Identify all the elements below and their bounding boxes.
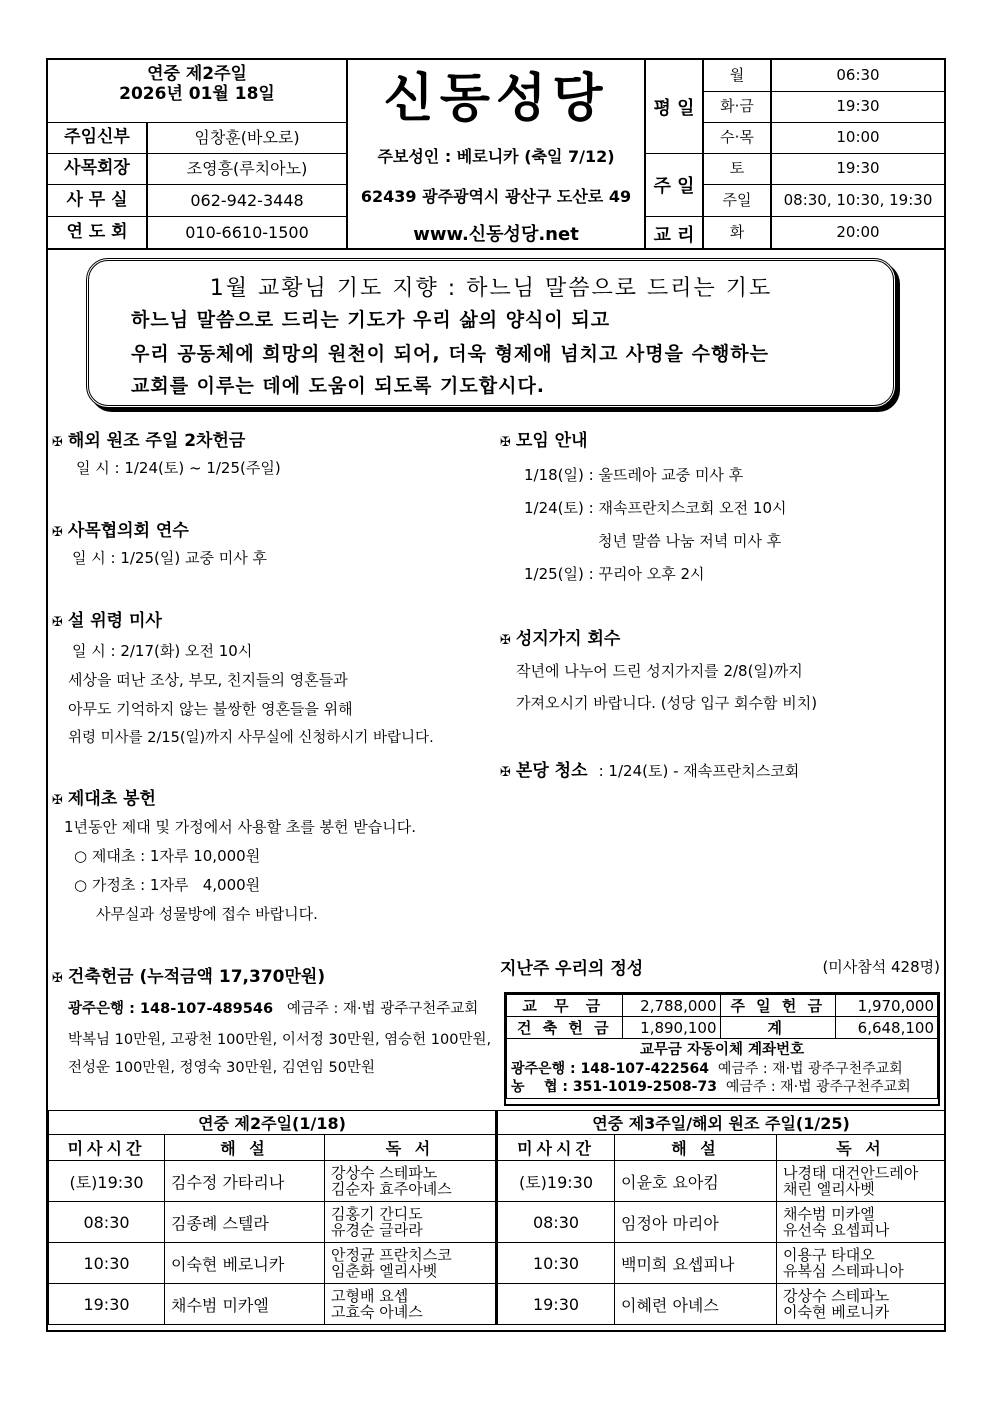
cross-mark-icon: ✠: [500, 435, 511, 450]
prayer-intention-box: [86, 258, 896, 408]
notice-title: ✠ 건축헌금 (누적금액 17,370만원): [52, 967, 326, 987]
notice-line: 일 시 : 2/17(화) 오전 10시: [72, 642, 253, 660]
table-row: [49, 1202, 945, 1243]
cross-mark-icon: ✠: [500, 633, 511, 648]
mass-attendance: (미사참석 428명): [822, 958, 940, 976]
narrator: 이윤호 요아킴: [615, 1161, 777, 1202]
mass-time: (토)19:30: [497, 1161, 615, 1202]
schedule-time: 19:30: [836, 159, 880, 177]
cross-mark-icon: ✠: [52, 525, 63, 540]
mass-time: 10:30: [497, 1243, 615, 1284]
notice-line: 1/25(일) : 꾸리아 오후 2시: [524, 565, 705, 583]
offering-row: [507, 1017, 938, 1039]
cross-mark-icon: ✠: [52, 971, 63, 986]
prayer-line: 우리 공동체에 희망의 원천이 되어, 더욱 형제애 넘치고 사명을 수행하는: [131, 343, 770, 365]
notice-title: ✠ 사목협의회 연수: [52, 521, 189, 541]
council-president-name: 조영흥(루치아노): [186, 159, 308, 178]
notice-title: ✠ 본당 청소: [500, 761, 588, 781]
offering-amount: 2,788,000: [622, 995, 720, 1017]
offering-label: 계: [720, 1017, 836, 1039]
col-narrator: 해 설: [165, 1135, 325, 1161]
offering-amount: 1,970,000: [836, 995, 938, 1017]
notice-line: 아무도 기억하지 않는 불쌍한 영혼들을 위해: [68, 700, 353, 718]
liturgical-week: 연중 제2주일: [147, 64, 247, 84]
notice-palm-return: [500, 624, 940, 719]
transfer-accounts-row: [507, 1039, 938, 1099]
readers: 채수범 미카엘 유선숙 요셉피나: [777, 1202, 945, 1243]
notice-line: ○ 제대초 : 1자루 10,000원: [74, 847, 261, 865]
notice-title: ✠ 제대초 봉헌: [52, 789, 156, 809]
readers: 김홍기 간디도 유경순 글라라: [325, 1202, 497, 1243]
mass-time: (토)19:30: [49, 1161, 165, 1202]
notice-line: 세상을 떠난 조상, 부모, 친지들의 영혼들과: [68, 671, 348, 689]
cross-mark-icon: ✠: [52, 435, 63, 450]
notice-title: ✠ 모임 안내: [500, 431, 588, 451]
readers: 이용구 타대오 유복심 스테파니아: [777, 1243, 945, 1284]
readers: 안정균 프란치스코 임춘화 엘리사벳: [325, 1243, 497, 1284]
notice-memorial-mass: [52, 606, 492, 753]
notice-cleaning: [500, 756, 940, 781]
cross-mark-icon: ✠: [500, 765, 511, 780]
offering-amount: 1,890,100: [622, 1017, 720, 1039]
notice-line: 1/18(일) : 울뜨레아 교중 미사 후: [524, 466, 744, 484]
fund-donors: 전성운 100만원, 정영숙 30만원, 김연임 50만원: [68, 1060, 375, 1076]
patron-saint: 주보성인 : 베로니카 (축일 7/12): [377, 147, 615, 166]
fund-donors: 박복님 10만원, 고광천 100만원, 이서정 30만원, 염승헌 100만원,: [68, 1032, 492, 1048]
offering-label: 주 일 헌 금: [720, 995, 836, 1017]
schedule-day: 화: [729, 223, 745, 241]
council-president-label: 사목회장: [64, 158, 130, 178]
col-mass-time: 미사시간: [497, 1135, 615, 1161]
table-row: [49, 1284, 945, 1325]
transfer-account: 농 협 : 351-1019-2508-73 예금주 : 재·법 광주구천주교회: [511, 1079, 911, 1095]
notice-title: ✠ 설 위령 미사: [52, 611, 162, 631]
narrator: 채수범 미카엘: [165, 1284, 325, 1325]
bulletin-header: [48, 60, 944, 250]
offering-heading: [500, 954, 940, 978]
notice-line: 일 시 : 1/24(토) ~ 1/25(주일): [76, 459, 281, 477]
transfer-account: 광주은행 : 148-107-422564 예금주 : 재·법 광주구천주교회: [511, 1061, 903, 1077]
table-row: [49, 1243, 945, 1284]
notice-overseas-aid: [52, 426, 492, 478]
schedule-day: 토: [729, 159, 745, 177]
notice-candle-offering: [52, 784, 492, 929]
cross-mark-icon: ✠: [52, 793, 63, 808]
weekday-group-label: 평 일: [653, 98, 695, 119]
notice-meetings: [500, 426, 940, 591]
pastor-name: 임창훈(바오로): [194, 128, 300, 147]
roster-week-2-title: 연중 제3주일/해외 원조 주일(1/25): [497, 1111, 945, 1135]
pastor-label: 주임신부: [64, 127, 130, 147]
offering-title: 지난주 우리의 정성: [500, 959, 644, 979]
offering-row: [507, 995, 938, 1017]
notice-line: 일 시 : 1/25(일) 교중 미사 후: [72, 549, 267, 567]
schedule-day: 수·목: [720, 128, 754, 146]
readers: 강상수 스테파노 이숙현 베로니카: [777, 1284, 945, 1325]
notice-line: 1년동안 제대 및 가정에서 사용할 초를 봉헌 받습니다.: [64, 818, 416, 836]
narrator: 김종례 스텔라: [165, 1202, 325, 1243]
col-mass-time: 미사시간: [49, 1135, 165, 1161]
mass-time: 19:30: [49, 1284, 165, 1325]
mass-time: 08:30: [497, 1202, 615, 1243]
readers: 강상수 스테파노 김순자 효주아녜스: [325, 1161, 497, 1202]
narrator: 이혜련 아녜스: [615, 1284, 777, 1325]
narrator: 김수정 가타리나: [165, 1161, 325, 1202]
fund-account: 광주은행 : 148-107-489546 예금주 : 재·법 광주구천주교회: [68, 1001, 479, 1017]
catechism-group-label: 교 리: [653, 225, 695, 246]
cross-mark-icon: ✠: [52, 615, 63, 630]
office-label: 사 무 실: [66, 190, 128, 210]
date-block: [48, 60, 346, 122]
transfer-accounts: [507, 1039, 938, 1099]
notice-line: 1/24(토) : 재속프란치스코회 오전 10시: [524, 499, 787, 517]
notice-line: 가져오시기 바랍니다. (성당 입구 회수함 비치): [516, 694, 818, 712]
yeondohoe-phone: 010-6610-1500: [185, 223, 309, 242]
schedule-day: 월: [729, 66, 745, 84]
prayer-title: 1월 교황님 기도 지향 : 하느님 말씀으로 드리는 기도: [209, 276, 773, 301]
schedule-day: 주일: [722, 191, 752, 209]
schedule-time: 06:30: [836, 66, 880, 84]
transfer-title: 교무금 자동이체 계좌번호: [639, 1042, 805, 1058]
notice-title: ✠ 성지가지 회수: [500, 629, 621, 649]
sunday-group-label: 주 일: [653, 176, 695, 197]
mass-time: 08:30: [49, 1202, 165, 1243]
church-website[interactable]: www.신동성당.net: [413, 224, 579, 245]
readers: 고형배 요셉 고효숙 아녜스: [325, 1284, 497, 1325]
divider: [644, 60, 646, 248]
narrator: 이숙현 베로니카: [165, 1243, 325, 1284]
schedule-time: 08:30, 10:30, 19:30: [783, 191, 933, 209]
offering-table: [504, 992, 940, 1106]
col-readers: 독 서: [777, 1135, 945, 1161]
notice-line: 작년에 나누어 드린 성지가지를 2/8(일)까지: [516, 662, 803, 680]
col-narrator: 해 설: [615, 1135, 777, 1161]
notice-line: : 1/24(토) - 재속프란치스코회: [598, 762, 800, 780]
offering-amount: 6,648,100: [836, 1017, 938, 1039]
notice-line: 사무실과 성물방에 접수 바랍니다.: [96, 905, 318, 923]
issue-date: 2026년 01월 18일: [119, 84, 275, 104]
readers: 나경태 대건안드레아 채린 엘리사벳: [777, 1161, 945, 1202]
liturgy-roster: [48, 1110, 944, 1325]
schedule-day: 화·금: [720, 97, 754, 115]
notice-title: ✠ 해외 원조 주일 2차헌금: [52, 431, 246, 451]
yeondohoe-label: 연 도 회: [66, 222, 128, 242]
mass-time: 19:30: [497, 1284, 615, 1325]
col-readers: 독 서: [325, 1135, 497, 1161]
church-name: 신동성당: [383, 69, 609, 129]
notice-line: 청년 말씀 나눔 저녁 미사 후: [598, 532, 782, 550]
schedule-time: 19:30: [836, 97, 880, 115]
offering-label: 건 축 헌 금: [507, 1017, 623, 1039]
prayer-line: 하느님 말씀으로 드리는 기도가 우리 삶의 양식이 되고: [131, 309, 611, 331]
mass-time: 10:30: [49, 1243, 165, 1284]
table-row: [49, 1161, 945, 1202]
offering-label: 교 무 금: [507, 995, 623, 1017]
bulletin-sheet: [46, 58, 946, 1332]
notice-line: ○ 가정초 : 1자루 4,000원: [74, 876, 261, 894]
office-phone: 062-942-3448: [190, 191, 304, 210]
narrator: 백미희 요셉피나: [615, 1243, 777, 1284]
prayer-line: 교회를 이루는 데에 도움이 되도록 기도합시다.: [131, 375, 546, 397]
church-address: 62439 광주광역시 광산구 도산로 49: [360, 187, 632, 206]
schedule-time: 10:00: [836, 128, 880, 146]
notice-council-retreat: [52, 516, 492, 568]
schedule-time: 20:00: [836, 223, 880, 241]
narrator: 임정아 마리아: [615, 1202, 777, 1243]
notice-line: 위령 미사를 2/15(일)까지 사무실에 신청하시기 바랍니다.: [68, 730, 434, 746]
notice-building-fund: [52, 962, 498, 1082]
roster-week-1-title: 연중 제2주일(1/18): [49, 1111, 497, 1135]
